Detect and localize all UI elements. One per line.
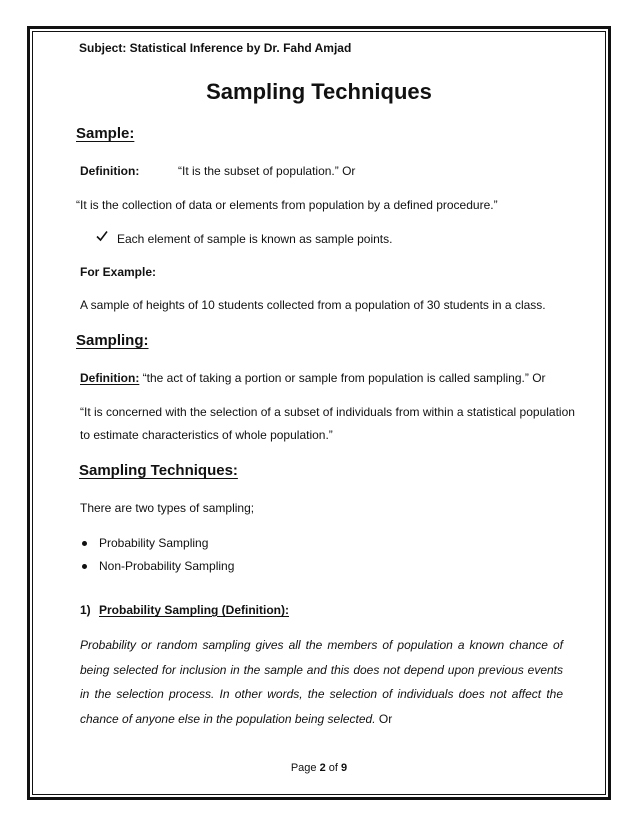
bullet-icon	[82, 564, 87, 569]
paragraph-text: Probability or random sampling gives all the members of population a known chance of being selected for inclusion in the sample and this does not depend upon previous events in the selection process. In other words, the selection of individuals does not affect the chance of anyone else in the population being selected.	[80, 638, 563, 726]
sample-definition-label: Definition:	[80, 164, 140, 178]
sample-definition-text-2: “It is the collection of data or elements from population by a defined procedure.”	[76, 198, 498, 212]
paragraph-or: Or	[375, 711, 393, 726]
techniques-intro: There are two types of sampling;	[80, 501, 255, 515]
list-item-probability: Probability Sampling	[99, 536, 209, 550]
page-number: 2	[319, 762, 326, 774]
check-icon	[96, 230, 108, 246]
sampling-definition-text: “the act of taking a portion or sample from population is called sampling.” Or	[139, 371, 546, 385]
sampling-techniques-heading: Sampling Techniques:	[79, 462, 238, 479]
sampling-definition-label: Definition:	[80, 371, 140, 385]
sample-definition-text: “It is the subset of population.” Or	[178, 164, 356, 178]
sampling-definition-2-line-2: to estimate characteristics of whole population.”	[80, 428, 333, 442]
subject-header: Subject: Statistical Inference by Dr. Fahd Amjad	[79, 41, 352, 55]
page-footer	[0, 762, 638, 774]
example-text: A sample of heights of 10 students collected from a population of 30 students in a class.	[80, 298, 546, 312]
of-word: of	[328, 762, 338, 774]
page-total: 9	[341, 762, 348, 774]
sample-point-text: Each element of sample is known as sample points.	[117, 232, 393, 246]
for-example-label: For Example:	[80, 265, 157, 279]
sampling-heading: Sampling:	[76, 332, 149, 349]
sampling-definition-2-line-1: “It is concerned with the selection of a subset of individuals from within a statistical population	[80, 405, 575, 419]
probability-sampling-heading: Probability Sampling (Definition):	[99, 603, 289, 617]
page-title: Sampling Techniques	[206, 79, 432, 104]
sampling-definition-line	[80, 370, 546, 386]
probability-sampling-paragraph	[80, 633, 563, 731]
page-word: Page	[290, 762, 317, 774]
list-item-non-probability: Non-Probability Sampling	[99, 559, 235, 573]
subsection-number: 1)	[80, 603, 91, 617]
sample-heading: Sample:	[76, 125, 135, 142]
bullet-icon	[82, 541, 87, 546]
